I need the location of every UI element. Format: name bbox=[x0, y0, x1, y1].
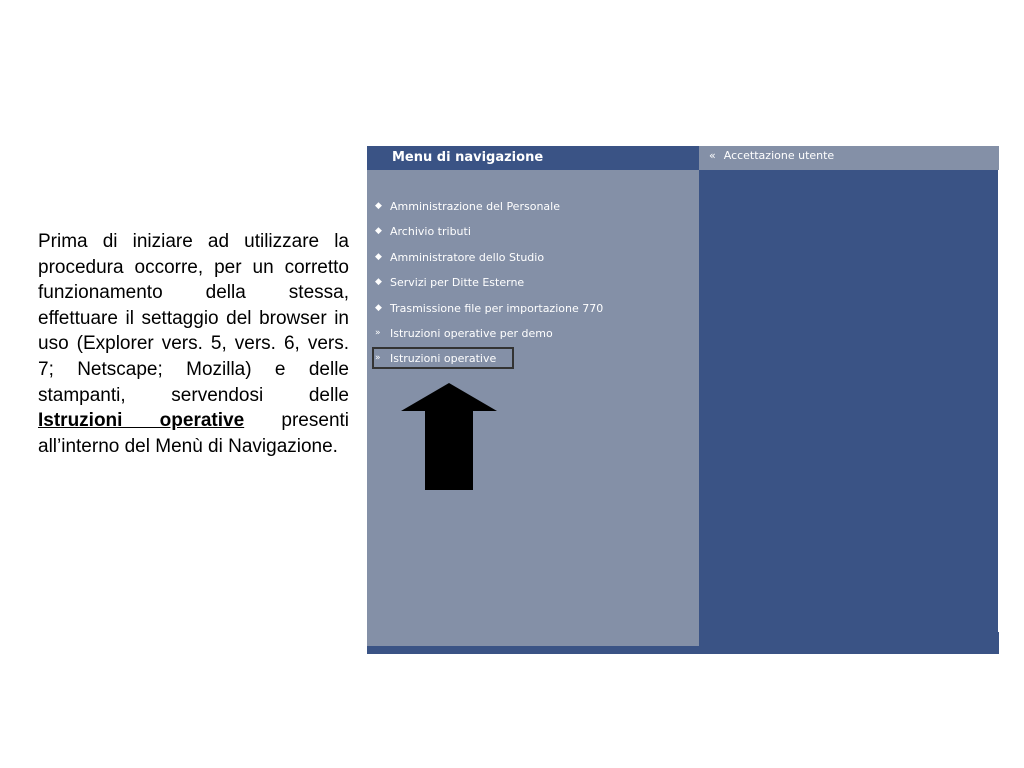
nav-item-archivio-tributi[interactable] bbox=[367, 219, 699, 244]
diamond-bullet-icon: ◆ bbox=[375, 302, 382, 313]
double-chevron-right-icon: » bbox=[375, 353, 381, 364]
nav-item-label: Servizi per Ditte Esterne bbox=[390, 276, 525, 290]
bottom-strip bbox=[367, 646, 999, 654]
instructions-text-before: Prima di iniziare ad utilizzare la procedura occorre, per un corretto funzionamento della stessa, effettuare il settaggio del browser in uso (Explorer vers. 5, vers. 6, vers. 7; Netscape; Mozilla) e delle stampanti, servendosi delle bbox=[38, 231, 349, 406]
nav-item-label: Archivio tributi bbox=[390, 225, 471, 239]
nav-item-amministrazione-personale[interactable] bbox=[367, 194, 699, 219]
nav-item-label: Istruzioni operative per demo bbox=[390, 326, 553, 340]
nav-item-label: Istruzioni operative bbox=[390, 352, 497, 366]
nav-item-istruzioni-operative[interactable] bbox=[367, 346, 699, 371]
double-chevron-right-icon: » bbox=[375, 327, 381, 338]
diamond-bullet-icon: ◆ bbox=[375, 201, 382, 211]
nav-header: Menu di navigazione bbox=[367, 146, 699, 170]
accettazione-utente-link[interactable] bbox=[699, 146, 999, 170]
nav-item-trasmissione-file-770[interactable] bbox=[367, 296, 699, 321]
diamond-bullet-icon: ◆ bbox=[375, 226, 382, 237]
highlight-frame bbox=[372, 347, 514, 369]
up-arrow-icon bbox=[400, 383, 498, 490]
nav-list bbox=[367, 194, 699, 372]
double-chevron-left-icon: « bbox=[709, 149, 716, 162]
nav-item-servizi-ditte-esterne[interactable] bbox=[367, 270, 699, 295]
nav-item-label: Trasmissione file per importazione 770 bbox=[390, 301, 604, 315]
nav-item-label: Amministrazione del Personale bbox=[390, 200, 560, 213]
nav-item-label: Amministratore dello Studio bbox=[390, 250, 545, 264]
right-edge-line bbox=[998, 170, 999, 632]
diamond-bullet-icon: ◆ bbox=[375, 277, 382, 288]
up-arrow-shape bbox=[401, 383, 497, 490]
instructions-emphasis: Istruzioni operative bbox=[38, 410, 245, 432]
nav-item-amministratore-studio[interactable] bbox=[367, 245, 699, 270]
instructions-paragraph bbox=[38, 229, 349, 459]
accettazione-utente-label: Accettazione utente bbox=[723, 149, 835, 162]
instructions-text-after: presenti all’interno del Menù di Navigazione. bbox=[38, 410, 350, 457]
diamond-bullet-icon: ◆ bbox=[375, 251, 382, 262]
nav-item-istruzioni-operative-demo[interactable] bbox=[367, 321, 699, 346]
